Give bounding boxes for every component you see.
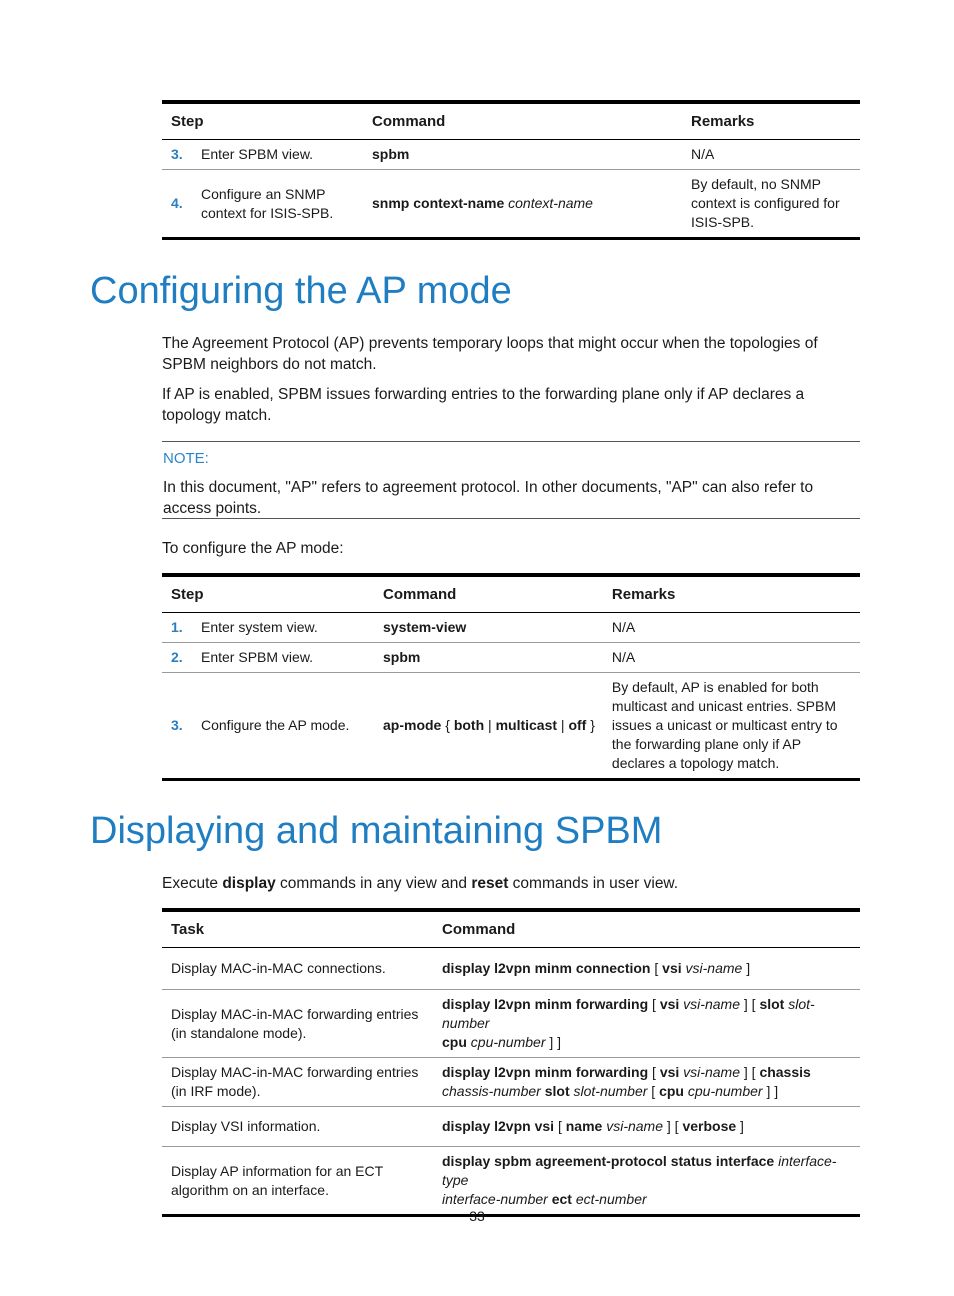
step-description: Configure the AP mode. xyxy=(201,717,350,733)
table-header-row xyxy=(162,102,860,140)
step-number: 3. xyxy=(171,717,183,733)
spbm-snmp-steps-table xyxy=(162,100,860,240)
paragraph-ap-enabled: If AP is enabled, SPBM issues forwarding entries to the forwarding plane only if AP declares a topology match. xyxy=(162,386,805,424)
task-cell: Display AP information for an ECT algorithm on an interface. xyxy=(162,1147,433,1216)
command-keyword: spbm xyxy=(372,146,410,162)
remarks-cell: N/A xyxy=(603,643,860,673)
note-text: In this document, "AP" refers to agreement protocol. In other documents, "AP" can also refer to access points. xyxy=(163,479,814,517)
keyword-reset: reset xyxy=(471,875,509,892)
step-description: Enter SPBM view. xyxy=(201,649,314,665)
remarks-cell: By default, no SNMP context is configured for ISIS-SPB. xyxy=(682,170,860,239)
task-cell: Display MAC-in-MAC connections. xyxy=(171,960,386,976)
table-header-row xyxy=(162,910,860,948)
table-row: Display VSI information. display l2vpn vsi [ name vsi-name ] [ verbose ] xyxy=(162,1107,860,1147)
command-keyword: spbm xyxy=(383,649,421,665)
table-row: Display MAC-in-MAC forwarding entries (in IRF mode). display l2vpn minm forwarding [ vsi vsi-name ] [ chassis chassis-number slot slot-number [ cpu cpu-number ] ] xyxy=(162,1058,860,1107)
note-label: NOTE: xyxy=(163,450,209,467)
remarks-cell: N/A xyxy=(611,619,636,635)
step-description: Enter SPBM view. xyxy=(201,146,314,162)
option-both: both xyxy=(453,717,485,733)
separator: | xyxy=(557,717,569,733)
remarks-cell: N/A xyxy=(691,146,715,162)
separator: | xyxy=(484,717,496,733)
remarks-cell: By default, AP is enabled for both multicast and unicast entries. SPBM issues a unicast or multicast entry to the forwarding plane only if AP declares a topology match. xyxy=(603,673,860,780)
header-command: Command xyxy=(433,910,860,948)
header-command: Command xyxy=(374,575,603,613)
section-title-ap-mode: Configuring the AP mode xyxy=(90,270,512,312)
header-step: Step xyxy=(162,575,374,613)
table-row xyxy=(162,170,860,239)
brace-close: } xyxy=(586,717,595,733)
step-number: 1. xyxy=(171,619,183,635)
step-description: Configure an SNMP context for ISIS-SPB. xyxy=(201,185,334,221)
header-task: Task xyxy=(162,910,433,948)
note-box xyxy=(162,441,860,519)
command-keyword: ap-mode xyxy=(383,717,442,733)
ap-mode-steps-table xyxy=(162,573,860,781)
command-keyword: system-view xyxy=(383,619,467,635)
task-cell: Display VSI information. xyxy=(162,1107,433,1147)
command-keyword: snmp context-name xyxy=(372,195,505,211)
table-row: Display MAC-in-MAC connections. display l2vpn minm connection [ vsi vsi-name ] xyxy=(162,948,860,990)
page-number: 33 xyxy=(469,1208,485,1224)
step-number: 3. xyxy=(171,146,183,162)
header-command: Command xyxy=(363,102,682,140)
table-row: Display AP information for an ECT algorithm on an interface. display spbm agreement-protocol status interface interface-type interface-number ect ect-number xyxy=(162,1147,860,1216)
table-header-row xyxy=(162,575,860,613)
step-number: 4. xyxy=(171,195,183,211)
table-row xyxy=(162,613,860,643)
brace-open: { xyxy=(441,717,454,733)
option-off: off xyxy=(568,717,587,733)
table-row: Display MAC-in-MAC forwarding entries (in standalone mode). display l2vpn minm forwarding [ vsi vsi-name ] [ slot slot-number cpu cpu-number ] ] xyxy=(162,990,860,1058)
section-title-display-maintain: Displaying and maintaining SPBM xyxy=(90,810,663,852)
task-cell: Display MAC-in-MAC forwarding entries (in IRF mode). xyxy=(162,1058,433,1107)
header-step: Step xyxy=(162,102,363,140)
option-multicast: multicast xyxy=(495,717,558,733)
paragraph-ap-intro: The Agreement Protocol (AP) prevents temporary loops that might occur when the topologies of SPBM neighbors do not match. xyxy=(162,335,818,373)
header-remarks: Remarks xyxy=(682,102,860,140)
display-commands-table xyxy=(162,908,860,1217)
paragraph-configure-intro: To configure the AP mode: xyxy=(162,540,344,557)
table-row xyxy=(162,673,860,780)
keyword-display: display xyxy=(222,875,276,892)
step-description: Enter system view. xyxy=(201,619,318,635)
paragraph-execute: Execute display commands in any view and reset commands in user view. xyxy=(162,875,679,892)
table-row xyxy=(162,140,860,170)
header-remarks: Remarks xyxy=(603,575,860,613)
step-number: 2. xyxy=(171,649,183,665)
command-argument: context-name xyxy=(508,195,593,211)
task-cell: Display MAC-in-MAC forwarding entries (in standalone mode). xyxy=(162,990,433,1058)
table-row xyxy=(162,643,860,673)
